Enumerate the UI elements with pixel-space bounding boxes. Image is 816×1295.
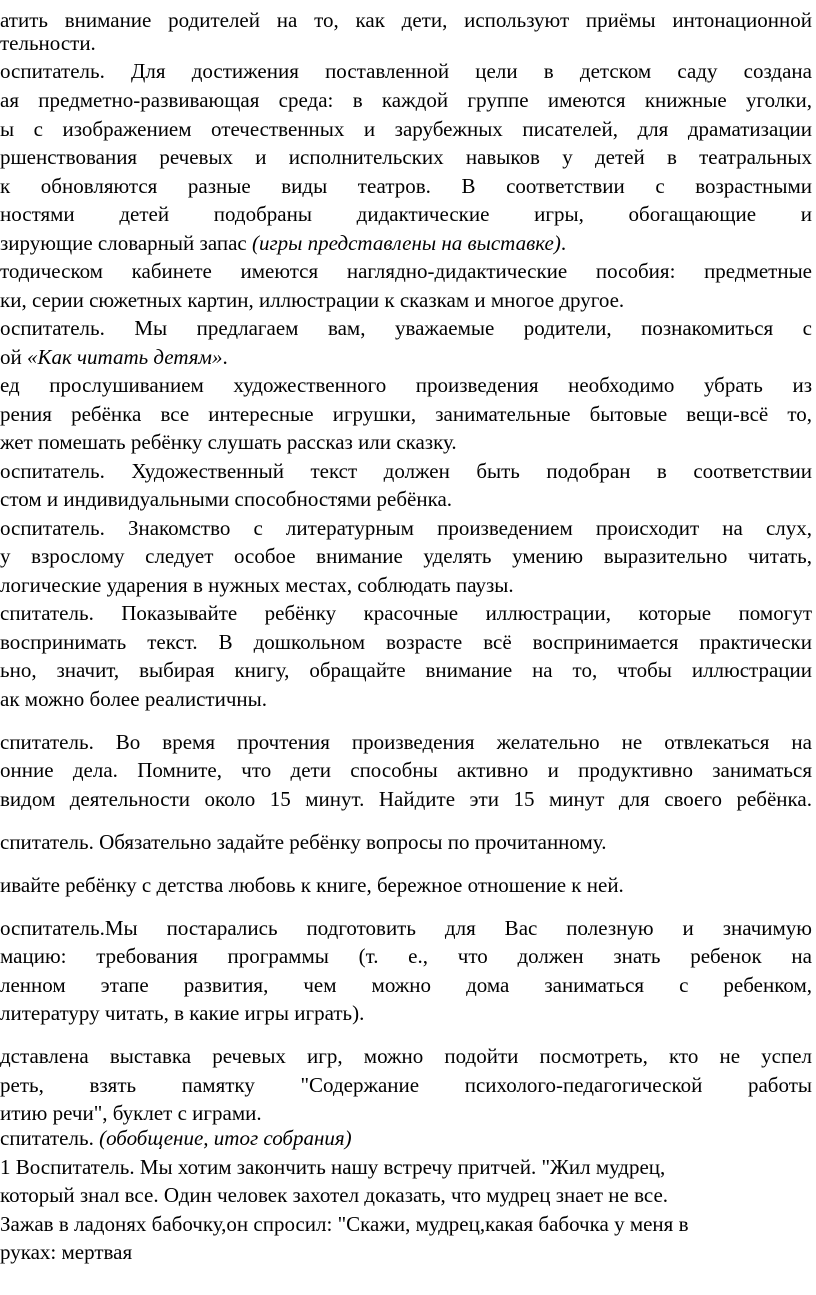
text-span: у взрослому следует особое внимание уделять умению выразительно читать, bbox=[0, 544, 812, 568]
text-span: онние дела. Помните, что дети способны активно и продуктивно заниматься bbox=[0, 758, 812, 782]
text-line bbox=[0, 570, 812, 600]
text-span: спитатель. Показывайте ребёнку красочные иллюстрации, которые помогут bbox=[0, 601, 812, 625]
text-span: зирующие словарный запас bbox=[0, 231, 252, 255]
text-line bbox=[0, 1209, 689, 1239]
text-span: литературу читать, в какие игры играть). bbox=[0, 1001, 365, 1025]
italic-text: «Как читать детям» bbox=[27, 345, 223, 369]
text-line bbox=[0, 1041, 812, 1071]
text-line bbox=[0, 755, 812, 785]
text-span: ьно, значит, выбирая книгу, обращайте внимание на то, чтобы иллюстрации bbox=[0, 658, 812, 682]
text-span: атить внимание родителей на то, как дети, используют приёмы интонационной bbox=[0, 8, 812, 32]
text-span: спитатель. Обязательно задайте ребёнку вопросы по прочитанному. bbox=[0, 830, 607, 854]
text-span: руках: мертвая bbox=[0, 1240, 133, 1264]
text-line bbox=[0, 655, 812, 685]
text-span: мацию: требования программы (т. е., что должен знать ребенок на bbox=[0, 944, 812, 968]
text-line bbox=[0, 598, 812, 628]
text-span: . bbox=[222, 345, 228, 369]
text-line bbox=[0, 256, 812, 286]
text-span: ленном этапе развития, чем можно дома заниматься с ребенком, bbox=[0, 973, 812, 997]
text-line bbox=[0, 228, 812, 258]
text-line bbox=[0, 28, 812, 58]
text-span: который знал все. Один человек захотел доказать, что мудрец знает не все. bbox=[0, 1183, 669, 1207]
text-span: ой bbox=[0, 345, 27, 369]
text-line bbox=[0, 684, 812, 714]
text-line bbox=[0, 1123, 812, 1153]
text-line bbox=[0, 541, 812, 571]
italic-text: (обобщение, итог собрания) bbox=[99, 1126, 352, 1150]
text-span: оспитатель.Мы постарались подготовить для Вас полезную и значимую bbox=[0, 916, 812, 940]
text-line bbox=[0, 56, 812, 86]
text-line bbox=[0, 941, 812, 971]
text-span: ед прослушиванием художественного произведения необходимо убрать из bbox=[0, 373, 812, 397]
text-span: дставлена выставка речевых игр, можно подойти посмотреть, кто не успел bbox=[0, 1044, 812, 1068]
text-line bbox=[0, 484, 812, 514]
text-line bbox=[0, 85, 812, 115]
text-line bbox=[0, 456, 812, 486]
text-span: тодическом кабинете имеются наглядно-дидактические пособия: предметные bbox=[0, 259, 812, 283]
text-span: рения ребёнка все интересные игрушки, занимательные бытовые вещи-всё то, bbox=[0, 402, 812, 426]
text-span: Зажав в ладонях бабочку,он спросил: "Скажи, мудрец,какая бабочка у меня в bbox=[0, 1212, 689, 1236]
text-span: оспитатель. Для достижения поставленной цели в детском саду создана bbox=[0, 59, 812, 83]
text-line bbox=[0, 784, 812, 814]
text-span: оспитатель. Мы предлагаем вам, уважаемые родители, познакомиться с bbox=[0, 316, 812, 340]
text-line bbox=[0, 370, 812, 400]
text-line bbox=[0, 313, 812, 343]
text-span: воспринимать текст. В дошкольном возрасте всё воспринимается практически bbox=[0, 630, 812, 654]
text-line bbox=[0, 998, 812, 1028]
text-span: видом деятельности около 15 минут. Найдите эти 15 минут для своего ребёнка. bbox=[0, 787, 812, 811]
text-span: ая предметно-развивающая среда: в каждой группе имеются книжные уголки, bbox=[0, 88, 812, 112]
text-line bbox=[0, 627, 812, 657]
text-line bbox=[0, 142, 812, 172]
text-line bbox=[0, 199, 812, 229]
text-span: ы с изображением отечественных и зарубежных писателей, для драматизации bbox=[0, 117, 812, 141]
text-span: спитатель. Во время прочтения произведения желательно не отвлекаться на bbox=[0, 730, 812, 754]
text-span: реть, взять памятку "Содержание психолого-педагогической работы bbox=[0, 1073, 812, 1097]
text-line bbox=[0, 827, 606, 857]
text-span: к обновляются разные виды театров. В соответствии с возрастными bbox=[0, 174, 812, 198]
text-line bbox=[0, 870, 624, 900]
text-span: итию речи", буклет с играми. bbox=[0, 1101, 262, 1125]
text-span: спитатель. bbox=[0, 1126, 100, 1150]
text-line bbox=[0, 970, 812, 1000]
text-span: ностями детей подобраны дидактические игры, обогащающие и bbox=[0, 202, 812, 226]
text-line bbox=[0, 513, 812, 543]
text-line bbox=[0, 727, 812, 757]
text-line bbox=[0, 342, 812, 372]
text-line bbox=[0, 285, 812, 315]
text-span: оспитатель. Знакомство с литературным произведением происходит на слух, bbox=[0, 516, 812, 540]
text-span: стом и индивидуальными способностями ребёнка. bbox=[0, 487, 453, 511]
italic-text: (игры представлены на выставке) bbox=[252, 231, 561, 255]
text-line bbox=[0, 913, 812, 943]
text-line bbox=[0, 1070, 812, 1100]
text-span: жет помешать ребёнку слушать рассказ или сказку. bbox=[0, 430, 457, 454]
text-span: . bbox=[560, 231, 567, 255]
text-span: 1 Воспитатель. Мы хотим закончить нашу встречу притчей. "Жил мудрец, bbox=[0, 1155, 666, 1179]
text-line bbox=[0, 399, 812, 429]
text-span: ак можно более реалистичны. bbox=[0, 687, 268, 711]
text-span: ивайте ребёнку с детства любовь к книге, бережное отношение к ней. bbox=[0, 873, 624, 897]
text-span: ршенствования речевых и исполнительских навыков у детей в театральных bbox=[0, 145, 812, 169]
text-line bbox=[0, 171, 812, 201]
text-line bbox=[0, 427, 812, 457]
text-line bbox=[0, 1152, 665, 1182]
text-span: оспитатель. Художественный текст должен быть подобран в соответствии bbox=[0, 459, 812, 483]
text-line bbox=[0, 1180, 668, 1210]
text-span: логические ударения в нужных местах, соблюдать паузы. bbox=[0, 573, 514, 597]
text-span: тельности. bbox=[0, 31, 96, 55]
text-span: ки, серии сюжетных картин, иллюстрации к сказкам и многое другое. bbox=[0, 288, 625, 312]
text-line bbox=[0, 114, 812, 144]
text-line bbox=[0, 1237, 132, 1267]
